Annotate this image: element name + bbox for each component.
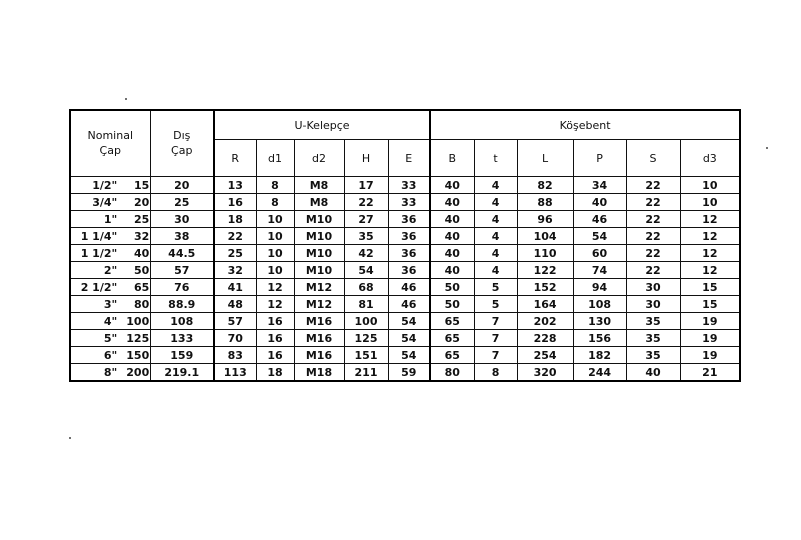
cell-e: 36 — [388, 245, 430, 262]
nominal-inch: 2 1/2" — [80, 280, 118, 294]
cell-p: 54 — [573, 228, 626, 245]
cell-s: 30 — [626, 279, 680, 296]
cell-d2: M10 — [294, 228, 344, 245]
cell-h: 68 — [344, 279, 388, 296]
cell-e: 46 — [388, 296, 430, 313]
header-group-row — [70, 110, 740, 140]
cell-s: 35 — [626, 313, 680, 330]
table-row — [70, 228, 740, 245]
cell-d2: M16 — [294, 313, 344, 330]
outer-diameter-cell: 38 — [150, 228, 214, 245]
cell-b: 40 — [430, 228, 474, 245]
cell-d2: M10 — [294, 262, 344, 279]
nominal-inch: 8" — [103, 365, 118, 379]
cell-l: 320 — [517, 364, 573, 382]
cell-p: 46 — [573, 211, 626, 228]
cell-l: 228 — [517, 330, 573, 347]
column-header-k-3: P — [573, 140, 626, 177]
nominal-diameter-cell — [70, 211, 150, 228]
table-row — [70, 194, 740, 211]
cell-d3: 12 — [680, 211, 740, 228]
cell-d1: 16 — [256, 313, 294, 330]
nominal-diameter-cell — [70, 296, 150, 313]
cell-p: 94 — [573, 279, 626, 296]
table-row — [70, 330, 740, 347]
cell-s: 22 — [626, 245, 680, 262]
nominal-dn: 80 — [133, 297, 150, 311]
nominal-inch: 3/4" — [92, 195, 118, 209]
cell-s: 22 — [626, 194, 680, 211]
cell-d1: 16 — [256, 330, 294, 347]
cell-s: 22 — [626, 211, 680, 228]
cell-e: 46 — [388, 279, 430, 296]
cell-l: 202 — [517, 313, 573, 330]
cell-l: 164 — [517, 296, 573, 313]
outer-diameter-cell: 159 — [150, 347, 214, 364]
cell-t: 4 — [474, 194, 517, 211]
cell-b: 65 — [430, 330, 474, 347]
cell-d2: M16 — [294, 330, 344, 347]
nominal-diameter-cell — [70, 262, 150, 279]
cell-l: 122 — [517, 262, 573, 279]
cell-b: 65 — [430, 347, 474, 364]
cell-h: 100 — [344, 313, 388, 330]
nominal-dn: 100 — [126, 314, 150, 328]
outer-diameter-cell: 57 — [150, 262, 214, 279]
cell-b: 40 — [430, 245, 474, 262]
cell-p: 108 — [573, 296, 626, 313]
cell-h: 54 — [344, 262, 388, 279]
outer-diameter-cell: 20 — [150, 177, 214, 194]
outer-diameter-cell: 30 — [150, 211, 214, 228]
cell-b: 40 — [430, 262, 474, 279]
cell-d3: 15 — [680, 279, 740, 296]
cell-d1: 12 — [256, 279, 294, 296]
nominal-inch: 6" — [103, 348, 118, 362]
cell-d3: 10 — [680, 194, 740, 211]
cell-e: 36 — [388, 211, 430, 228]
cell-t: 4 — [474, 177, 517, 194]
cell-d1: 12 — [256, 296, 294, 313]
cell-r: 13 — [214, 177, 256, 194]
cell-r: 57 — [214, 313, 256, 330]
nominal-dn: 150 — [126, 348, 150, 362]
cell-h: 27 — [344, 211, 388, 228]
u-clamp-group-header: U-Kelepçe — [214, 110, 430, 140]
nominal-dn: 65 — [133, 280, 150, 294]
cell-r: 48 — [214, 296, 256, 313]
table-row — [70, 211, 740, 228]
cell-e: 54 — [388, 347, 430, 364]
cell-r: 18 — [214, 211, 256, 228]
cell-t: 4 — [474, 262, 517, 279]
cell-r: 83 — [214, 347, 256, 364]
outer-diameter-cell: 108 — [150, 313, 214, 330]
cell-d1: 10 — [256, 211, 294, 228]
cell-d3: 12 — [680, 228, 740, 245]
outer-diameter-cell: 133 — [150, 330, 214, 347]
nominal-dn: 15 — [133, 178, 150, 192]
cell-r: 32 — [214, 262, 256, 279]
cell-s: 35 — [626, 347, 680, 364]
cell-p: 244 — [573, 364, 626, 382]
nominal-inch: 1/2" — [92, 178, 118, 192]
cell-t: 8 — [474, 364, 517, 382]
cell-l: 88 — [517, 194, 573, 211]
nominal-dn: 200 — [126, 365, 150, 379]
outer-diameter-cell: 88.9 — [150, 296, 214, 313]
cell-h: 125 — [344, 330, 388, 347]
cell-d3: 12 — [680, 245, 740, 262]
cell-s: 22 — [626, 262, 680, 279]
cell-s: 35 — [626, 330, 680, 347]
cell-d1: 16 — [256, 347, 294, 364]
scan-speck — [69, 437, 71, 439]
outer-diameter-cell: 76 — [150, 279, 214, 296]
cell-t: 4 — [474, 228, 517, 245]
nominal-inch: 4" — [103, 314, 118, 328]
cell-s: 22 — [626, 228, 680, 245]
cell-p: 40 — [573, 194, 626, 211]
nominal-dn: 32 — [133, 229, 150, 243]
cell-t: 7 — [474, 330, 517, 347]
cell-r: 70 — [214, 330, 256, 347]
cell-t: 7 — [474, 347, 517, 364]
nominal-diameter-cell — [70, 194, 150, 211]
nominal-dn: 40 — [133, 246, 150, 260]
spec-table-body — [70, 177, 740, 382]
cell-l: 96 — [517, 211, 573, 228]
cell-d1: 10 — [256, 262, 294, 279]
cell-d1: 18 — [256, 364, 294, 382]
cell-d2: M12 — [294, 279, 344, 296]
cell-r: 22 — [214, 228, 256, 245]
nominal-diameter-cell — [70, 228, 150, 245]
cell-h: 42 — [344, 245, 388, 262]
cell-r: 16 — [214, 194, 256, 211]
cell-d2: M12 — [294, 296, 344, 313]
cell-s: 30 — [626, 296, 680, 313]
cell-p: 74 — [573, 262, 626, 279]
cell-e: 36 — [388, 228, 430, 245]
nominal-diameter-cell — [70, 245, 150, 262]
column-header-k-5: d3 — [680, 140, 740, 177]
cell-b: 50 — [430, 296, 474, 313]
cell-d1: 10 — [256, 245, 294, 262]
table-row — [70, 296, 740, 313]
table-row — [70, 279, 740, 296]
cell-d1: 8 — [256, 194, 294, 211]
outer-diameter-cell: 219.1 — [150, 364, 214, 382]
angle-bracket-group-header: Köşebent — [430, 110, 740, 140]
cell-b: 80 — [430, 364, 474, 382]
cell-h: 17 — [344, 177, 388, 194]
cell-t: 5 — [474, 296, 517, 313]
cell-d1: 10 — [256, 228, 294, 245]
table-row — [70, 177, 740, 194]
cell-b: 50 — [430, 279, 474, 296]
cell-d2: M8 — [294, 177, 344, 194]
nominal-dn: 25 — [133, 212, 150, 226]
column-header-u-3: H — [344, 140, 388, 177]
scan-speck — [766, 147, 768, 149]
cell-r: 113 — [214, 364, 256, 382]
cell-d2: M10 — [294, 245, 344, 262]
nominal-inch: 3" — [103, 297, 118, 311]
cell-p: 60 — [573, 245, 626, 262]
cell-b: 40 — [430, 177, 474, 194]
column-header-u-0: R — [214, 140, 256, 177]
column-header-u-2: d2 — [294, 140, 344, 177]
cell-h: 81 — [344, 296, 388, 313]
cell-t: 4 — [474, 245, 517, 262]
cell-d2: M18 — [294, 364, 344, 382]
cell-d3: 10 — [680, 177, 740, 194]
nominal-diameter-cell — [70, 364, 150, 382]
cell-h: 22 — [344, 194, 388, 211]
table-row — [70, 364, 740, 382]
cell-e: 54 — [388, 330, 430, 347]
scan-speck — [125, 98, 127, 100]
cell-e: 54 — [388, 313, 430, 330]
cell-h: 151 — [344, 347, 388, 364]
outer-diameter-header: Dış Çap — [150, 110, 214, 177]
cell-d3: 15 — [680, 296, 740, 313]
cell-h: 211 — [344, 364, 388, 382]
cell-e: 59 — [388, 364, 430, 382]
nominal-diameter-header: Nominal Çap — [70, 110, 150, 177]
cell-b: 65 — [430, 313, 474, 330]
nominal-diameter-cell — [70, 313, 150, 330]
outer-diameter-cell: 25 — [150, 194, 214, 211]
pipe-clamp-spec-table — [69, 109, 741, 382]
cell-t: 5 — [474, 279, 517, 296]
cell-l: 110 — [517, 245, 573, 262]
cell-p: 130 — [573, 313, 626, 330]
cell-r: 25 — [214, 245, 256, 262]
cell-l: 104 — [517, 228, 573, 245]
nominal-diameter-cell — [70, 279, 150, 296]
nominal-inch: 1 1/4" — [80, 229, 118, 243]
cell-d3: 19 — [680, 330, 740, 347]
cell-b: 40 — [430, 211, 474, 228]
cell-l: 254 — [517, 347, 573, 364]
nominal-diameter-cell — [70, 330, 150, 347]
column-header-k-4: S — [626, 140, 680, 177]
cell-p: 182 — [573, 347, 626, 364]
cell-d3: 19 — [680, 347, 740, 364]
column-header-k-1: t — [474, 140, 517, 177]
cell-d3: 12 — [680, 262, 740, 279]
cell-s: 40 — [626, 364, 680, 382]
nominal-inch: 2" — [103, 263, 118, 277]
outer-diameter-cell: 44.5 — [150, 245, 214, 262]
cell-p: 34 — [573, 177, 626, 194]
table-row — [70, 262, 740, 279]
cell-e: 33 — [388, 194, 430, 211]
cell-e: 33 — [388, 177, 430, 194]
table-row — [70, 313, 740, 330]
table-row — [70, 347, 740, 364]
cell-h: 35 — [344, 228, 388, 245]
nominal-dn: 50 — [133, 263, 150, 277]
column-header-u-1: d1 — [256, 140, 294, 177]
cell-b: 40 — [430, 194, 474, 211]
cell-t: 7 — [474, 313, 517, 330]
cell-d1: 8 — [256, 177, 294, 194]
column-header-k-0: B — [430, 140, 474, 177]
nominal-inch: 1 1/2" — [80, 246, 118, 260]
cell-d2: M16 — [294, 347, 344, 364]
cell-t: 4 — [474, 211, 517, 228]
cell-s: 22 — [626, 177, 680, 194]
nominal-dn: 20 — [133, 195, 150, 209]
column-header-u-4: E — [388, 140, 430, 177]
cell-d3: 21 — [680, 364, 740, 382]
cell-r: 41 — [214, 279, 256, 296]
nominal-dn: 125 — [126, 331, 150, 345]
nominal-diameter-cell — [70, 347, 150, 364]
cell-p: 156 — [573, 330, 626, 347]
nominal-diameter-cell — [70, 177, 150, 194]
cell-l: 152 — [517, 279, 573, 296]
cell-d2: M10 — [294, 211, 344, 228]
nominal-inch: 1" — [103, 212, 118, 226]
column-header-k-2: L — [517, 140, 573, 177]
nominal-inch: 5" — [103, 331, 118, 345]
cell-d2: M8 — [294, 194, 344, 211]
cell-l: 82 — [517, 177, 573, 194]
cell-e: 36 — [388, 262, 430, 279]
table-row — [70, 245, 740, 262]
cell-d3: 19 — [680, 313, 740, 330]
